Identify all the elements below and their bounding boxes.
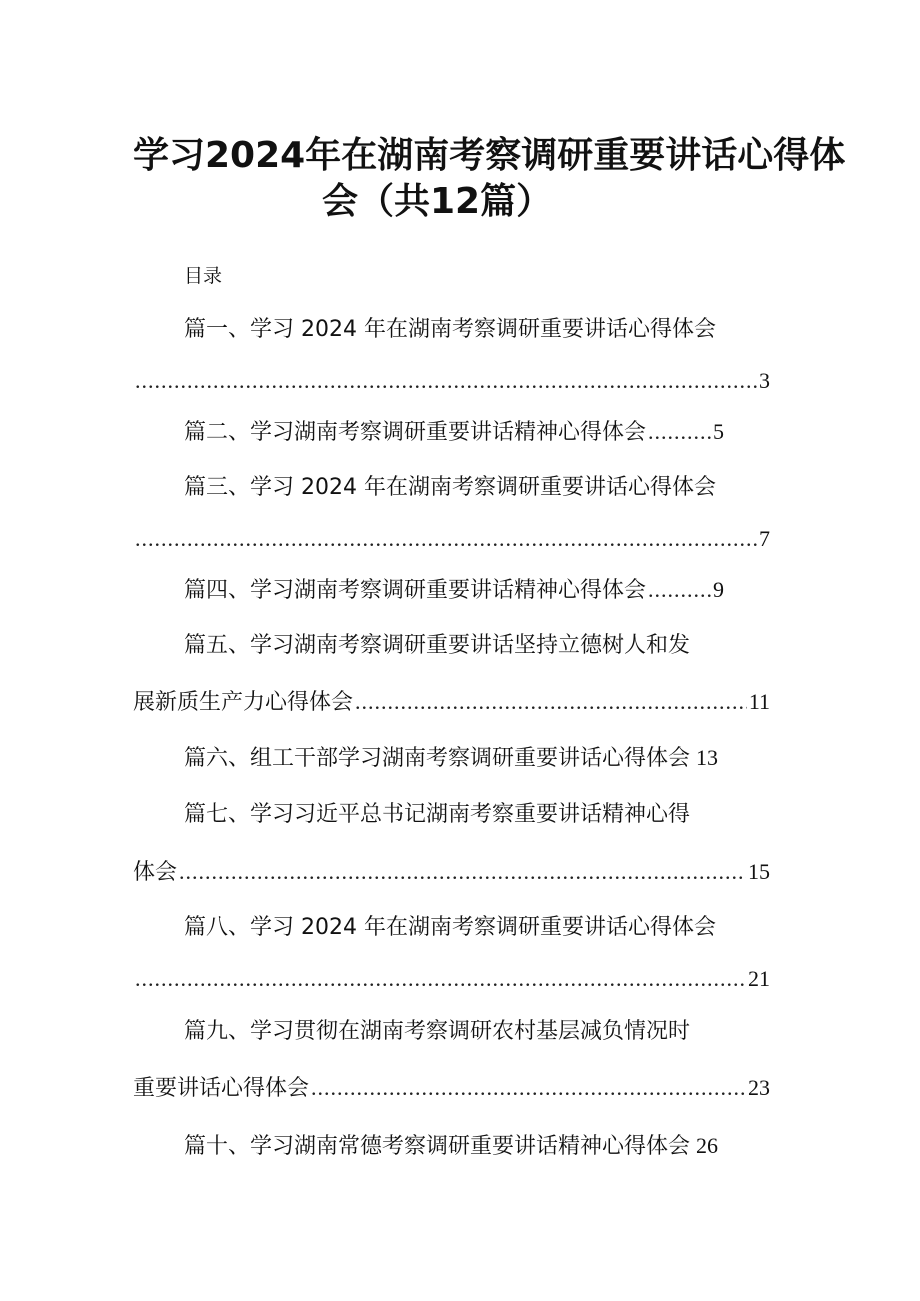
toc-heading: 目录 (184, 265, 223, 287)
toc-entry-2-page: 5 (713, 419, 724, 444)
toc-entry-7-title: 篇七、学习习近平总书记湖南考察重要讲话精神心得 (184, 802, 691, 827)
toc-entry-7-cont[interactable] (133, 856, 770, 889)
toc-entry-5-cont[interactable] (133, 686, 770, 719)
toc-entry-8-leader[interactable] (133, 963, 770, 995)
toc-entry-5[interactable] (184, 630, 744, 662)
toc-entry-1[interactable] (184, 314, 744, 346)
toc-entry-3-title: 篇三、学习 2024 年在湖南考察调研重要讲话心得体会 (184, 475, 716, 500)
toc-entry-5-title-cont: 展新质生产力心得体会 (133, 690, 354, 715)
toc-entry-6[interactable] (184, 742, 784, 775)
toc-entry-3-page: 7 (759, 526, 770, 551)
toc-entry-7-title-cont: 体会 (133, 860, 178, 885)
toc-entry-1-leader[interactable] (133, 365, 770, 397)
toc-entry-6-title: 篇六、组工干部学习湖南考察调研重要讲话心得体会 (184, 746, 691, 771)
document-title-line-2: 会（共12篇） (322, 181, 553, 222)
toc-entry-5-page: 11 (748, 689, 770, 714)
toc-entry-2[interactable] (184, 416, 724, 449)
toc-entry-9-cont[interactable] (133, 1072, 770, 1105)
toc-entry-1-page: 3 (759, 368, 770, 393)
toc-entry-5-title: 篇五、学习湖南考察调研重要讲话坚持立德树人和发 (184, 633, 691, 658)
toc-entry-4-title: 篇四、学习湖南考察调研重要讲话精神心得体会 (184, 578, 647, 603)
toc-entry-4-page: 9 (713, 577, 724, 602)
document-title-line-1: 学习2024年在湖南考察调研重要讲话心得体 (133, 135, 846, 176)
toc-entry-1-title: 篇一、学习 2024 年在湖南考察调研重要讲话心得体会 (184, 317, 716, 342)
toc-leader-dots (648, 574, 711, 606)
toc-entry-9[interactable] (184, 1016, 744, 1048)
toc-entry-4[interactable] (184, 574, 724, 607)
toc-entry-9-page: 23 (748, 1075, 770, 1100)
toc-entry-10[interactable] (184, 1130, 784, 1163)
toc-leader-dots (648, 416, 711, 448)
toc-entry-7-page: 15 (748, 859, 770, 884)
toc-entry-8-page: 21 (748, 966, 770, 991)
toc-entry-7[interactable] (184, 799, 744, 831)
toc-entry-10-page: 26 (696, 1133, 719, 1158)
toc-entry-8-title: 篇八、学习 2024 年在湖南考察调研重要讲话心得体会 (184, 915, 716, 940)
toc-leader-dots (355, 686, 747, 718)
toc-leader-dots (135, 365, 757, 397)
toc-leader-dots (179, 856, 746, 888)
toc-leader-dots (135, 963, 746, 995)
toc-entry-9-title-cont: 重要讲话心得体会 (133, 1076, 310, 1101)
toc-entry-2-title: 篇二、学习湖南考察调研重要讲话精神心得体会 (184, 420, 647, 445)
toc-entry-3-leader[interactable] (133, 523, 770, 555)
toc-entry-6-page: 13 (696, 745, 719, 770)
toc-entry-3[interactable] (184, 472, 744, 504)
toc-entry-8[interactable] (184, 912, 744, 944)
toc-entry-9-title: 篇九、学习贯彻在湖南考察调研农村基层减负情况时 (184, 1019, 691, 1044)
toc-leader-dots (311, 1072, 746, 1104)
toc-entry-10-title: 篇十、学习湖南常德考察调研重要讲话精神心得体会 (184, 1134, 691, 1159)
toc-leader-dots (135, 523, 757, 555)
